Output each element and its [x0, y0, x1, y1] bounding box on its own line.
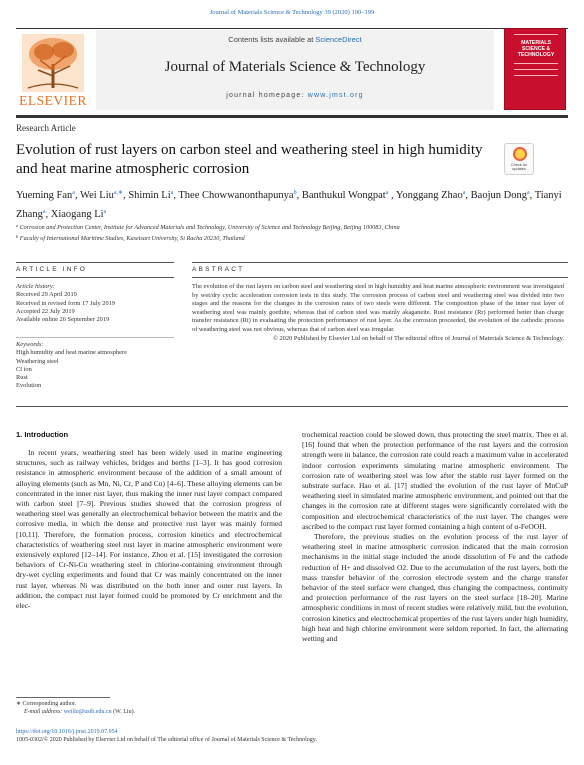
- issn-line: 1005-0302/© 2020 Published by Elsevier Ltd on behalf of The editorial office of Journal of Materials Science & Technology.: [16, 737, 317, 744]
- cover-stripe: [514, 63, 558, 64]
- author-affiliation-marker: a,∗: [113, 190, 124, 196]
- article-type: Research Article: [16, 123, 76, 133]
- history-item: Received in revised form 17 July 2019: [16, 299, 116, 307]
- check-updates-label: Check for updates: [510, 163, 528, 172]
- author-name[interactable]: Yueming Fan: [16, 190, 73, 201]
- corresponding-author-footnote: [16, 700, 286, 716]
- affiliation-marker: a: [16, 223, 18, 228]
- journal-cover-thumbnail[interactable]: [504, 28, 566, 110]
- article-title: Evolution of rust layers on carbon steel and weathering steel in high humidity and heat marine atmospheric corrosion: [16, 142, 483, 177]
- cover-stripe: [514, 69, 558, 70]
- affiliations: [16, 221, 568, 243]
- author-list: [16, 185, 568, 223]
- author-separator: ,: [45, 209, 51, 220]
- homepage-prefix: journal homepage:: [226, 92, 308, 99]
- email-suffix: (W. Liu).: [111, 709, 136, 716]
- keywords-label: Keywords:: [16, 341, 44, 348]
- doi-link[interactable]: https://doi.org/10.1016/j.jmst.2019.07.054: [16, 729, 118, 735]
- paragraph: In recent years, weathering steel has been widely used in marine engineering structures, such as railway vehicles, bridges and berths [1–3]. It has good corrosion resistance in atmospheric environment because of the addition of a small amount of alloying elements (such as Mn, Ni, Cr, P and Cu) [4–6]. These alloying elements can be concentrated in the inner rust layer, thus making the inner rust layer compact compared with carbon steel [7–9]. Previous studies showed that the corrosion progress of weathering steel was generally an electrochemical behavior between the matrix and the corrosive media, in which the dense and protective rust layer was mainly formed [10,11]. Therefore, the formation process, corrosion kinetics and electrochemical characteristics of weathering steel rust layer in marine atmospheric environment were extensively explored [12–14]. For instance, Zhou et al. [15] investigated the corrosion behaviors of Cr-Ni-Cu weathering steel in chlorine-containing environment through dry-wet cycling experiments and found that Cr was mainly concentrated on the inner rust layer, whereas Ni was distributed on the both inner and outer rust layers. In addition, the compact rust layer formed could be promoted by Cr enrichment and the elec-: [16, 448, 282, 611]
- paragraph: Therefore, the previous studies on the evolution process of the rust layer of weathering steel in marine atmospheric corrosion indicated that the main corrosion mechanisms in the initial stage included the anode dissolution of Fe and the cathode reduction of H+ and dissolved O2. Due to the accumulation of the rust layers, both the mass transfer behavior of the corrosion electrode system and the charge transfer behavior of the steel surface were changed, thus changing the compactness, continuity and protection performance of the rust layers on the steel surface [18–20]. Marine atmospheric conditions in most of recent studies were relatively mild, but the evolution, corrosion kinetics and electrochemical properties of the rust layers under high humidity, high heat and high chlorine environment were seldom reported. In fact, the alternating wetting and: [302, 532, 568, 644]
- author-name[interactable]: Xiaogang Li: [50, 209, 104, 220]
- footnote-rule: [16, 697, 110, 698]
- body-right-column: [302, 430, 568, 644]
- keyword-item: Evolution: [16, 382, 42, 390]
- author-affiliation-marker: a: [385, 190, 389, 196]
- author-separator: ,: [529, 190, 535, 201]
- cover-stripe: [514, 34, 558, 35]
- article-history: [16, 283, 164, 324]
- footnote-email-line: [16, 708, 286, 716]
- bottom-meta: [16, 728, 568, 744]
- front-matter-rule: [16, 406, 568, 407]
- check-updates-icon: [513, 147, 527, 161]
- author-affiliation-marker: a: [170, 190, 174, 196]
- abstract-text: The evolution of the rust layers on carbon steel and weathering steel in high humidity and heat marine atmospheric environment was investigated by wet/dry cyclic acceleration corrosion tests in this study. The corrosion process of carbon steel and weathering steel was divided into two stages and the reasons for the changes in the corrosion rates of two steels were different. The composition phase of the inner rust layer of weathering steel was mainly goethite, whereas that of carbon steel was mainly akaganeite. Rust resistance (Rr) performed better than charge transfer resistance (Rt) in evaluating the protection performance of rust layer. As the corrosion proceeded, the evolution of the cathodic process of weathering steel was not obvious, whereas that of carbon steel was irregular.: [192, 283, 564, 333]
- keyword-item: Cl ion: [16, 365, 32, 373]
- masthead-bottom-rule: [16, 115, 568, 118]
- author-separator: ,: [74, 190, 81, 201]
- footnote-marker: ∗: [16, 701, 22, 707]
- homepage-line: [96, 92, 494, 99]
- masthead-top-rule: [16, 28, 568, 29]
- author-affiliation-marker: a: [526, 190, 530, 196]
- keyword-item: Weathering steel: [16, 357, 59, 365]
- keyword-item: Rust: [16, 374, 28, 382]
- author-separator: ,: [296, 190, 302, 201]
- abstract-rule: [192, 262, 568, 263]
- author-name[interactable]: Shimin Li: [128, 190, 171, 201]
- journal-name: Journal of Materials Science & Technology: [164, 59, 426, 75]
- history-item: Accepted 22 July 2019: [16, 307, 75, 315]
- author-separator: ,: [173, 190, 179, 201]
- affiliation-text: Faculty of International Maritime Studies, Kasetsart University, Si Racha 20230, Thailand: [19, 235, 245, 242]
- journal-masthead: [16, 28, 568, 116]
- article-info-rule: [16, 277, 174, 278]
- history-item: Available online 26 September 2019: [16, 316, 110, 324]
- author-affiliation-marker: b: [293, 190, 297, 196]
- affiliation-marker: b: [16, 234, 19, 239]
- affiliation-text: Corrosion and Protection Center, Institute for Advanced Materials and Technology, University of Science and Technology Beijing, Beijing 100083, China: [19, 224, 400, 231]
- footnote-label: Corresponding author.: [22, 701, 77, 707]
- author-affiliation-marker: a: [72, 190, 75, 196]
- author-name[interactable]: Thee Chowwanonthapunya: [178, 190, 294, 201]
- cover-title: MATERIALS SCIENCE & TECHNOLOGY: [517, 40, 555, 59]
- contents-prefix: Contents lists available at: [228, 35, 316, 44]
- cover-stripe: [514, 75, 558, 76]
- keyword-item: High humidity and heat marine atmosphere: [16, 349, 127, 357]
- author-affiliation-marker: a: [103, 209, 107, 215]
- abstract: [192, 283, 564, 343]
- affiliation: [16, 232, 568, 243]
- affiliation: [16, 221, 568, 232]
- footnote-line: [16, 700, 286, 708]
- history-item: Received 29 April 2019: [16, 291, 77, 299]
- abstract-heading: ABSTRACT: [192, 266, 245, 273]
- publisher-name: ELSEVIER: [19, 93, 87, 108]
- body-left-column: [16, 448, 282, 611]
- abstract-copyright: © 2020 Published by Elsevier Ltd on behalf of The editorial office of Journal of Materials Science & Technology.: [273, 334, 564, 342]
- section-heading-introduction: 1. Introduction: [16, 430, 69, 439]
- keywords: [16, 341, 164, 391]
- contents-line: [96, 35, 494, 44]
- paragraph: trochemical reaction could be slowed down, thus protecting the steel matrix. Thee et al. [16] found that when the protection performance of the rust layers and the corrosion strength were in balance, the corrosion rate could reach a maximum value in accelerated indoor corrosion experiments simulating marine atmospheric environment. The corrosion rate of weathering steel was low after the stable rust layer formed on the substrate surface. Hao et al. [17] studied the evolution of the rust layer of MnCuP weathering steel in simulated marine atmospheric environment, and pointed out that the changes in the corrosion rate at different stages were significantly correlated with the composition and electrochemical characteristics of the rust layer. The changes were ascribed to the compact rust layer formed containing a high content of α-FeOOH.: [302, 430, 568, 531]
- article-info-rule: [16, 262, 174, 263]
- author-name[interactable]: Wei Liu: [80, 190, 114, 201]
- check-for-updates-button[interactable]: [504, 143, 534, 175]
- email-link[interactable]: weiliu@ustb.edu.cn: [63, 709, 112, 716]
- sciencedirect-link[interactable]: ScienceDirect: [315, 35, 362, 44]
- history-label: Article history:: [16, 283, 55, 290]
- author-affiliation-marker: a: [462, 190, 466, 196]
- homepage-link[interactable]: www.jmst.org: [307, 92, 364, 99]
- masthead-center-panel: [96, 30, 494, 110]
- article-info-heading: ARTICLE INFO: [16, 266, 88, 273]
- author-separator: ,: [123, 190, 129, 201]
- author-separator: ,: [465, 190, 471, 201]
- author-name[interactable]: , Yonggang Zhao: [390, 190, 463, 201]
- author-name[interactable]: Tianyi Zhang: [16, 190, 562, 220]
- author-affiliation-marker: a: [42, 209, 46, 215]
- author-name[interactable]: Baojun Dong: [470, 190, 527, 201]
- author-name[interactable]: Banthukul Wongpat: [301, 190, 386, 201]
- abstract-rule: [192, 277, 568, 278]
- email-label: E-mail address:: [24, 709, 64, 716]
- keywords-divider: [16, 337, 174, 338]
- running-head[interactable]: Journal of Materials Science & Technology 39 (2020) 190–199: [209, 9, 375, 16]
